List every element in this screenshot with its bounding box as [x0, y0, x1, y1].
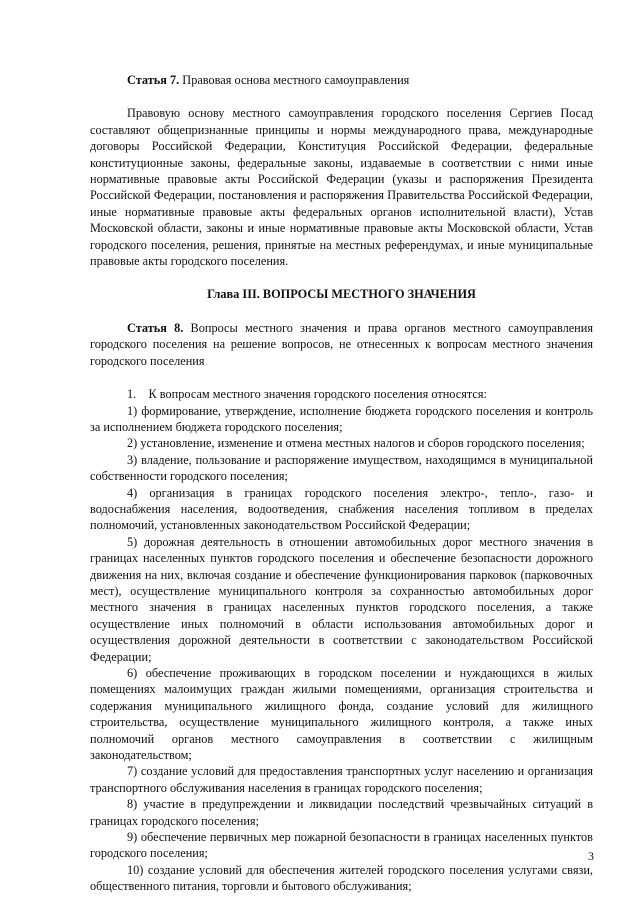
list-item-1: 1) формирование, утверждение, исполнение бюджета городского поселения и контроль за исполнением бюджета городского поселения; [90, 403, 593, 434]
spacer [90, 88, 593, 105]
article-8-label: Статья 8. [127, 320, 184, 335]
spacer [90, 303, 593, 320]
spacer [90, 269, 593, 286]
list-item-7: 7) создание условий для предоставления транспортных услуг населению и организация транспортного обслуживания населения в границах городского поселения; [90, 764, 593, 795]
chapter-title: Глава III. ВОПРОСЫ МЕСТНОГО ЗНАЧЕНИЯ [207, 287, 476, 302]
article-7-heading [90, 72, 593, 88]
list-item-5: 5) дорожная деятельность в отношении автомобильных дорог местного значения в границах населенных пунктов городского поселения и обеспечение безопасности дорожного движения на них, включая создание и обеспечение функционирования парковок (парковочных мест), осуществление муниципального контроля за сохранностью автомобильных дорог местного значения в границах населенных пунктов городского поселения, а также осуществление иных полномочий в области использования автомобильных дорог и осуществления дорожной деятельности в соответствии с законодательством Российской Федерации; [90, 534, 593, 664]
list-item-3: 3) владение, пользование и распоряжение имуществом, находящимся в муниципальной собственности городского поселения; [90, 452, 593, 484]
document-page [90, 72, 593, 895]
list-item-8: 8) участие в предупреждении и ликвидации последствий чрезвычайных ситуаций в границах городского поселения; [90, 797, 593, 828]
list-item-9: 9) обеспечение первичных мер пожарной безопасности в границах населенных пунктов городского поселения; [90, 830, 593, 861]
article-8-intro: 1. К вопросам местного значения городского поселения относятся: [127, 387, 487, 402]
list-item-6: 6) обеспечение проживающих в городском поселении и нуждающихся в жилых помещениях малоимущих граждан жилыми помещениями, организация строительства и содержания муниципального жилищного фонда, создание условий для жилищного строительства, осуществление муниципального жилищного контроля, а также иных полномочий органов местного самоуправления в соответствии с жилищным законодательством; [90, 666, 593, 763]
page-number: 3 [588, 849, 594, 863]
list-item-4: 4) организация в границах городского поселения электро-, тепло-, газо- и водоснабжения населения, водоотведения, снабжения населения топливом в пределах полномочий, установленных законодательством Российской Федерации; [90, 485, 593, 533]
article-7-body: Правовую основу местного самоуправления городского поселения Сергиев Посад составляют общепризнанные принципы и нормы международного права, международные договоры Российской Федерации, Конституция Российской Федерации, федеральные конституционные законы, федеральные законы, издаваемые в соответствии с ними иные нормативные правовые акты Российской Федерации (указы и распоряжения Президента Российской Федерации, постановления и распоряжения Правительства Российской Федерации, иные нормативные правовые акты федеральных органов исполнительной власти), Устав Московской области, законы и иные нормативные правовые акты Московской области, Устав городского поселения, решения, принятые на местных референдумах, и иные муниципальные правовые акты городского поселения. [90, 106, 593, 269]
article-7-title: Правовая основа местного самоуправления [179, 73, 410, 87]
list-item-10: 10) создание условий для обеспечения жителей городского поселения услугами связи, общественного питания, торговли и бытового обслуживания; [90, 862, 593, 894]
list-item-2: 2) установление, изменение и отмена местных налогов и сборов городского поселения; [127, 436, 585, 451]
article-7-label: Статья 7. [127, 73, 180, 87]
article-8-heading [90, 320, 593, 369]
article-8-title: Вопросы местного значения и права органов местного самоуправления городского поселения на решение вопросов, не отнесенных к вопросам местного значения городского поселения [90, 320, 593, 368]
spacer [90, 369, 593, 386]
